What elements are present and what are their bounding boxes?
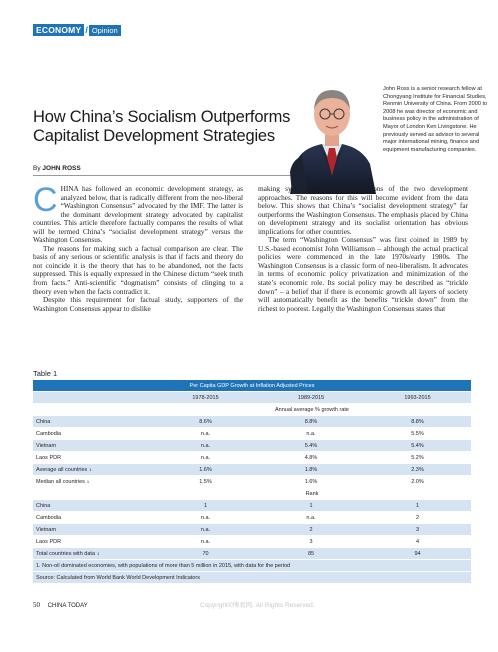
table-cell: 5.4%	[411, 442, 424, 449]
author-name: JOHN ROSS	[42, 165, 81, 172]
table-cell: n.a.	[200, 526, 211, 533]
paragraph: making systematic factual comparisons of the two development approaches. The reasons for this will become evident from the data below. This shows that China’s “socialist development strategy” far outperforms the Washington Consensus. The emphasis placed by China on development strategy and its socialist orientation has obvious implications for other countries.	[258, 184, 468, 236]
table-cell: 4	[415, 538, 420, 545]
footnote-marker: 1	[86, 479, 90, 484]
growth-rows	[33, 416, 471, 488]
table-cell: 1.6%	[199, 466, 212, 473]
article-title	[33, 108, 303, 145]
table-cell: 2	[415, 514, 420, 521]
table-row	[33, 476, 471, 488]
row-label	[33, 452, 153, 463]
row-label-text: Average all countries	[36, 466, 88, 473]
paragraph: The reasons for making such a factual comparison are clear. The basis of any serious or scientific analysis is that if facts and theory do not coincide it is the theory that has to be abandoned, not the facts suppressed. This is equally expressed in the Chinese dictum “seek truth from facts.” Anti-scientific “dogmatism” consists of clinging to a theory even when the facts contradict it.	[33, 243, 243, 296]
section-label	[33, 24, 121, 36]
section-name: ECONOMY	[33, 24, 84, 36]
row-label-text: Cambodia	[36, 514, 62, 521]
table-cell: 1	[203, 502, 208, 509]
table-cell: n.a.	[306, 430, 316, 437]
page-footer	[33, 601, 88, 609]
period-row	[33, 392, 471, 404]
table-note-row	[33, 560, 471, 572]
table-row	[33, 500, 471, 512]
period-cell: 1993-2015	[404, 394, 431, 401]
period-cell: 1978-2015	[192, 394, 219, 401]
paragraph: Despite this requirement for factual study, supporters of the Washington Consensus appear to dislike	[33, 295, 243, 313]
table-label: Table 1	[33, 369, 58, 378]
table-cell: 1	[415, 502, 420, 509]
table-cell: 3	[309, 538, 313, 545]
magazine-name: CHINA TODAY	[47, 603, 88, 609]
table-cell: 2.3%	[411, 466, 424, 473]
copyright-watermark: Copyright©博看网. All Rights Reserved.	[200, 602, 315, 609]
table-cell: 5.2%	[411, 454, 424, 461]
period-cell: 1989-2015	[297, 394, 325, 401]
table-source-row	[33, 572, 471, 584]
table-row	[33, 464, 471, 476]
table-row	[33, 428, 471, 440]
table-cell: 94	[414, 550, 421, 557]
table-cell: n.a.	[200, 442, 211, 449]
row-label	[33, 476, 153, 487]
rank-caption: Rank	[305, 490, 319, 497]
row-label	[33, 428, 153, 439]
title-line-1: How China’s Socialism Outperforms	[33, 108, 291, 126]
table-cell: 8.8%	[411, 418, 424, 425]
table-cell: 8.8%	[304, 418, 318, 425]
table-row	[33, 512, 471, 524]
table-row	[33, 416, 471, 428]
row-label	[33, 548, 153, 559]
row-label	[33, 524, 153, 535]
row-label	[33, 512, 153, 523]
row-label-text: Median all countries	[36, 478, 85, 485]
table-cell: 8.6%	[199, 418, 212, 425]
caption-row	[33, 404, 471, 416]
byline	[33, 165, 81, 172]
table-cell: 5.4%	[304, 442, 318, 449]
paragraph: The term “Washington Consensus” was first coined in 1989 by U.S.-based economist John Williamson – although the actual practical policies were commenced in the late 1970s/early 1980s. The Washington Consensus is a classic form of neo-liberalism. It advocates in terms of economic policy privatization and minimization of the state’s economic role. Its social policy may be described as “trickle down” – a belief that if there is economic growth all layers of society will automatically benefit as the benefits “trickle down” from the richest to poorest. Legally the Washington Consensus states that	[258, 235, 468, 313]
page-number: 50	[33, 601, 40, 609]
table-cell: n.a.	[200, 454, 211, 461]
table-cell: 1.5%	[199, 478, 212, 485]
growth-caption: Annual average % growth rate	[275, 406, 349, 413]
table-cell: 85	[307, 550, 315, 557]
caption-spacer	[33, 488, 153, 499]
table-row	[33, 440, 471, 452]
table-row	[33, 536, 471, 548]
paragraph	[33, 181, 243, 245]
row-label-text: Laos PDR	[36, 454, 62, 461]
title-line-2: Capitalist Development Strategies	[33, 126, 275, 145]
table-cell: n.a.	[200, 514, 211, 521]
table-cell: 1.6%	[304, 478, 318, 485]
table-header: Per Capita GDP Growth at Inflation Adjusted Prices	[33, 380, 471, 392]
row-label	[33, 500, 153, 511]
table-row	[33, 548, 471, 560]
section-separator: /	[85, 25, 88, 35]
period-spacer	[33, 392, 153, 403]
drop-cap: C	[33, 181, 58, 219]
paragraph-text: HINA has followed an economic development strategy, as analyzed below, that is radically different from the neo-liberal “Washington Consensus” advocated by the IMF. The latter is the dominant development strategy advocated by capitalist countries. This article therefore factually compares the results of what will be termed China’s “socialist development strategy” versus the Washington Consensus.	[33, 184, 243, 245]
row-label-text: Vietnam	[36, 442, 57, 449]
row-label-text: Total countries with data	[36, 550, 96, 557]
table-row	[33, 452, 471, 464]
table-cell: 1.8%	[304, 466, 318, 473]
row-label	[33, 464, 153, 475]
table-row	[33, 524, 471, 536]
table-cell: 5.5%	[411, 430, 424, 437]
author-portrait	[282, 76, 382, 194]
row-label	[33, 536, 153, 547]
row-label	[33, 440, 153, 451]
row-label	[33, 416, 153, 427]
data-table	[33, 380, 471, 584]
table-cell: 2.0%	[411, 478, 424, 485]
title-divider	[33, 175, 297, 176]
row-label-text: Laos PDR	[36, 538, 62, 545]
caption-spacer	[33, 404, 153, 415]
article-column-left	[33, 181, 243, 313]
footnote-marker: 1	[89, 467, 92, 472]
byline-prefix: By	[33, 165, 41, 172]
footnote-marker: 1	[97, 551, 100, 556]
table-cell: n.a.	[200, 430, 211, 437]
table-cell: n.a.	[200, 538, 211, 545]
table-note: 1. Non-oil dominated economies, with populations of more than 5 million in 2015, with data for the period	[36, 562, 291, 569]
subsection-name: Opinion	[89, 25, 121, 36]
row-label-text: Vietnam	[36, 526, 57, 533]
table-source: Source: Calculated from World Bank World Development Indicators	[36, 574, 200, 581]
row-label-text: China	[36, 418, 51, 425]
caption-row	[33, 488, 471, 500]
row-label-text: Cambodia	[36, 430, 62, 437]
table-cell: n.a.	[306, 514, 316, 521]
table-cell: 2	[309, 526, 313, 533]
rank-rows	[33, 500, 471, 560]
author-bio: John Ross is a senior research fellow at Chongyang Institute for Financial Studies, Renmin University of China. From 2000 to 2008 he was director of economic and business policy in the administration of Mayor of London Ken Livingstone. He previously served as advisor to several major international mining, finance and equipment manufacturing companies.	[383, 86, 488, 153]
row-label-text: China	[36, 502, 51, 509]
table-cell: 3	[415, 526, 420, 533]
table-cell: 70	[202, 550, 209, 557]
table-cell: 1	[309, 502, 313, 509]
article-column-right	[258, 185, 468, 313]
table-cell: 4.8%	[304, 454, 318, 461]
